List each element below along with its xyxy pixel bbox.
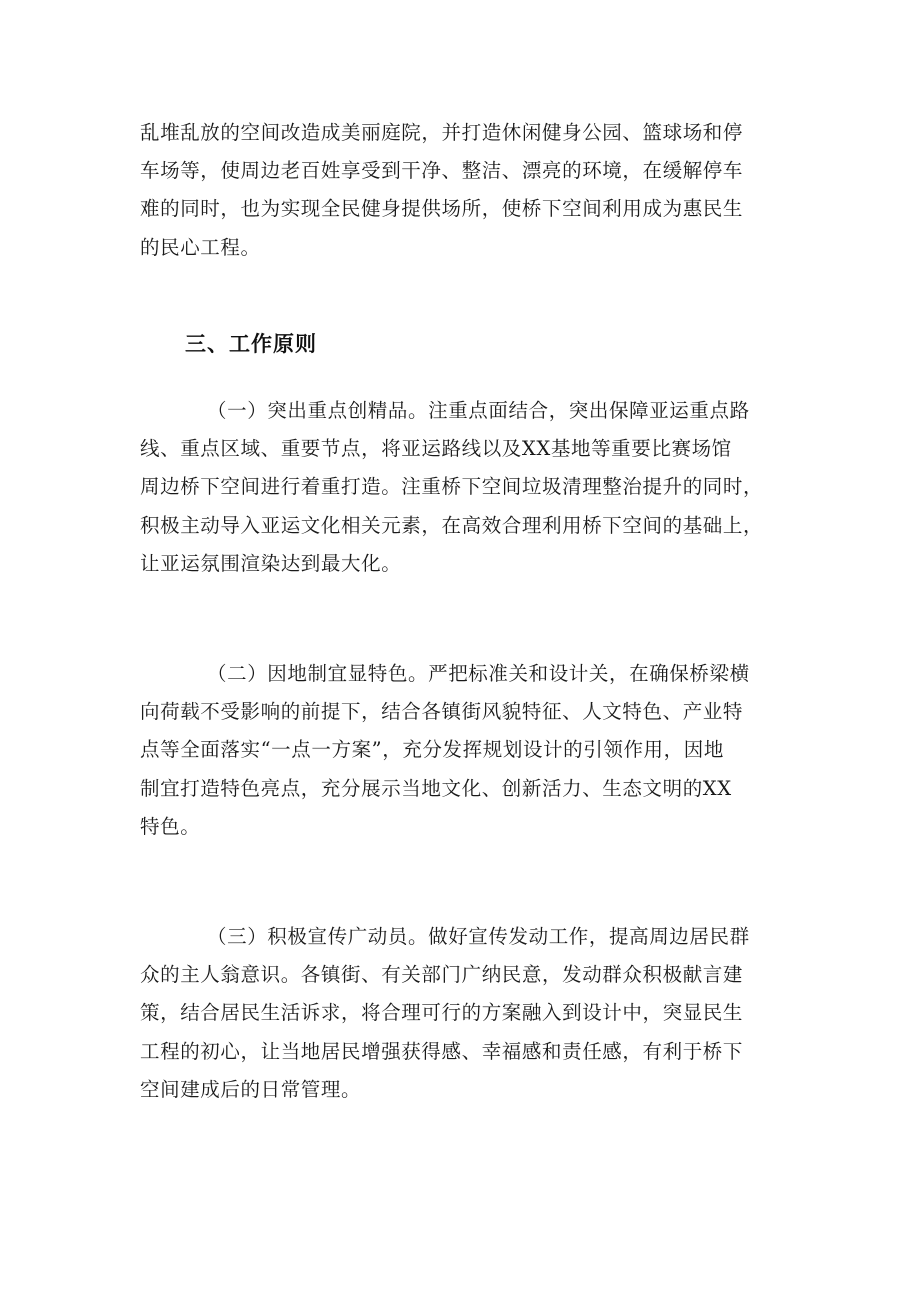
- paragraph-line: 众的主人翁意识。各镇街、有关部门广纳民意，发动群众积极献言建: [140, 963, 744, 987]
- paragraph-line: 积极主动导入亚运文化相关元素，在高效合理利用桥下空间的基础上，: [140, 513, 764, 537]
- paragraph-line: 策，结合居民生活诉求，将合理可行的方案融入到设计中，突显民生: [140, 1001, 744, 1025]
- intro-paragraph: [140, 114, 780, 267]
- paragraph-line: 难的同时，也为实现全民健身提供场所，使桥下空间利用成为惠民生: [140, 197, 744, 221]
- paragraph-first-line: （二）因地制宜显特色。严把标准关和设计关，在确保桥梁横: [207, 662, 750, 685]
- paragraph-line: 车场等，使周边老百姓享受到干净、整洁、漂亮的环境，在缓解停车: [140, 159, 744, 183]
- paragraph-first-line: （一）突出重点创精品。注重点面结合，突出保障亚运重点路: [207, 399, 750, 422]
- principle-3-paragraph: [140, 918, 780, 1109]
- principle-1-paragraph: [140, 392, 780, 583]
- paragraph-line: 制宜打造特色亮点，充分展示当地文化、创新活力、生态文明的XX: [140, 776, 732, 800]
- paragraph-first-line: （三）积极宣传广动员。做好宣传发动工作，提高周边居民群: [207, 925, 750, 948]
- paragraph-line: 向荷载不受影响的前提下，结合各镇街风貌特征、人文特色、产业特: [140, 700, 744, 724]
- paragraph-line: 乱堆乱放的空间改造成美丽庭院，并打造休闲健身公园、篮球场和停: [140, 121, 744, 144]
- paragraph-line: 空间建成后的日常管理。: [140, 1077, 362, 1101]
- paragraph-line: 线、重点区域、重要节点，将亚运路线以及XX基地等重要比赛场馆: [140, 437, 732, 461]
- section-heading: 三、工作原则: [185, 332, 317, 356]
- paragraph-line: 特色。: [140, 814, 201, 838]
- paragraph-line: 的民心工程。: [140, 235, 261, 259]
- paragraph-line: 周边桥下空间进行着重打造。注重桥下空间垃圾清理整治提升的同时，: [140, 475, 764, 499]
- paragraph-line: 让亚运氛围渲染达到最大化。: [140, 551, 402, 575]
- principle-2-paragraph: [140, 655, 780, 846]
- paragraph-line: 点等全面落实“一点一方案”，充分发挥规划设计的引领作用，因地: [140, 738, 724, 762]
- paragraph-line: 工程的初心，让当地居民增强获得感、幸福感和责任感，有利于桥下: [140, 1039, 744, 1063]
